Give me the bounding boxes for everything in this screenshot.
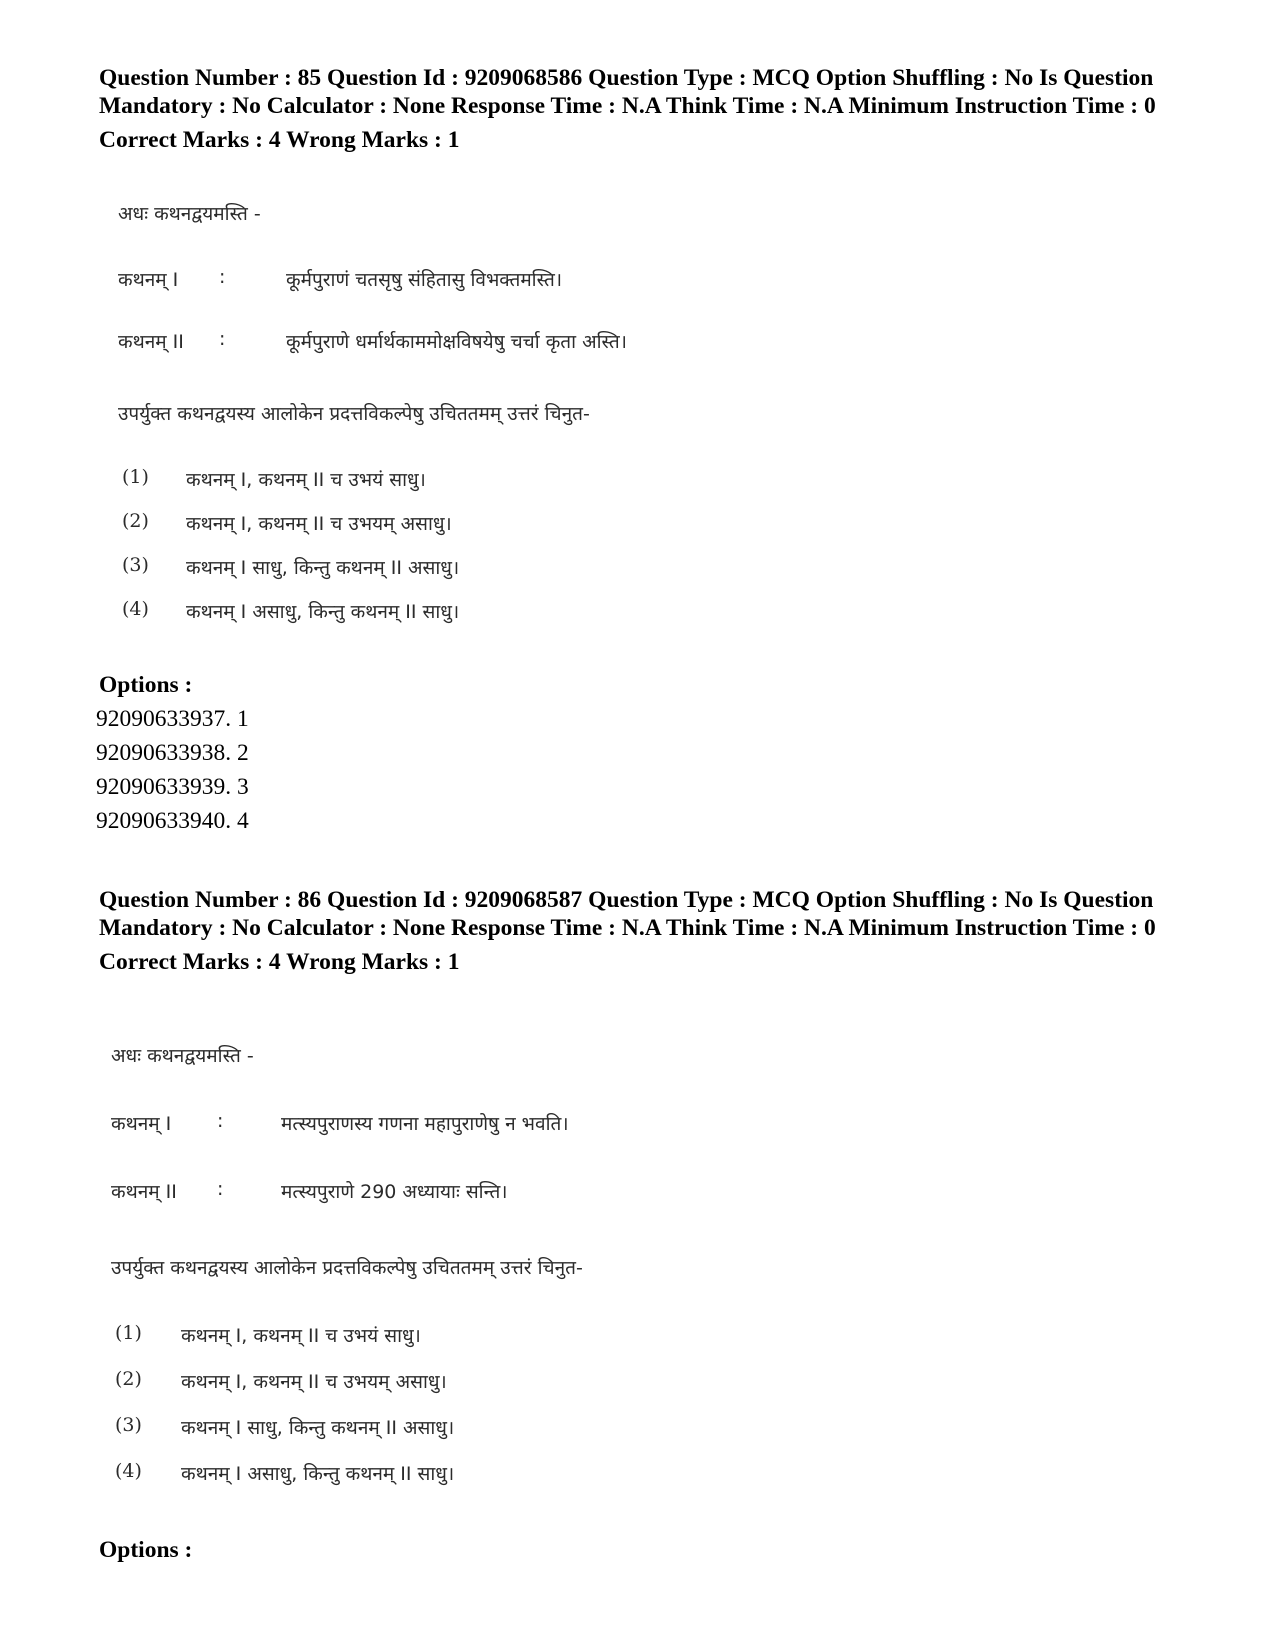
statement-separator: : [219, 266, 226, 288]
choice-text: कथनम् I, कथनम् II च उभयं साधु। [181, 1325, 421, 1347]
choice-number: (3) [115, 1414, 142, 1436]
statement-label: कथनम् II [111, 1181, 177, 1203]
choice-number: (2) [115, 1368, 142, 1390]
question-85-content [118, 200, 818, 640]
option-item: 92090633939. 3 [96, 774, 249, 800]
intro-text: अधः कथनद्वयमस्ति - [111, 1045, 254, 1067]
question-header: Question Number : 85 Question Id : 9209068586 Question Type : MCQ Option Shuffling : No Is Question Mandatory : No Calculator : None Response Time : N.A Think Time : N.A Minimum Instruction Time : 0 [99, 65, 1156, 119]
question-85 [99, 64, 1179, 154]
statement-label: कथनम् II [118, 331, 184, 353]
choice-number: (1) [122, 466, 149, 488]
option-item: 92090633937. 1 [96, 706, 249, 732]
choice-number: (4) [122, 598, 149, 620]
intro-text: अधः कथनद्वयमस्ति - [118, 203, 261, 225]
prompt-text: उपर्युक्त कथनद्वयस्य आलोकेन प्रदत्तविकल्पेषु उचिततमम् उत्तरं चिनुत- [111, 1257, 583, 1279]
choice-number: (2) [122, 510, 149, 532]
statement-separator: : [217, 1178, 224, 1200]
options-label: Options : [99, 1537, 193, 1563]
choice-text: कथनम् I असाधु, किन्तु कथनम् II साधु। [181, 1463, 455, 1485]
statement-separator: : [217, 1110, 224, 1132]
statement-separator: : [219, 328, 226, 350]
statement-text: मत्स्यपुराणस्य गणना महापुराणेषु न भवति। [281, 1113, 569, 1135]
choice-text: कथनम् I असाधु, किन्तु कथनम् II साधु। [186, 601, 460, 623]
option-item: 92090633940. 4 [96, 808, 249, 834]
choice-text: कथनम् I साधु, किन्तु कथनम् II असाधु। [186, 557, 460, 579]
options-list [96, 702, 249, 838]
choice-text: कथनम् I, कथनम् II च उभयं साधु। [186, 469, 426, 491]
statement-text: कूर्मपुराणं चतसृषु संहितासु विभक्तमस्ति। [286, 269, 563, 291]
choice-text: कथनम् I, कथनम् II च उभयम् असाधु। [181, 1371, 447, 1393]
statement-text: मत्स्यपुराणे 290 अध्यायाः सन्ति। [281, 1181, 508, 1203]
options-label: Options : [99, 672, 193, 698]
choice-number: (4) [115, 1460, 142, 1482]
choice-text: कथनम् I, कथनम् II च उभयम् असाधु। [186, 513, 452, 535]
question-marks: Correct Marks : 4 Wrong Marks : 1 [99, 127, 460, 153]
question-86-content [111, 1042, 811, 1492]
statement-label: कथनम् I [111, 1113, 172, 1135]
question-marks: Correct Marks : 4 Wrong Marks : 1 [99, 949, 460, 975]
question-86 [99, 886, 1179, 976]
choice-text: कथनम् I साधु, किन्तु कथनम् II असाधु। [181, 1417, 455, 1439]
statement-label: कथनम् I [118, 269, 179, 291]
prompt-text: उपर्युक्त कथनद्वयस्य आलोकेन प्रदत्तविकल्पेषु उचिततमम् उत्तरं चिनुत- [118, 403, 590, 425]
statement-text: कूर्मपुराणे धर्मार्थकाममोक्षविषयेषु चर्चा कृता अस्ति। [286, 331, 627, 353]
question-header: Question Number : 86 Question Id : 9209068587 Question Type : MCQ Option Shuffling : No Is Question Mandatory : No Calculator : None Response Time : N.A Think Time : N.A Minimum Instruction Time : 0 [99, 887, 1156, 941]
option-item: 92090633938. 2 [96, 740, 249, 766]
choice-number: (1) [115, 1322, 142, 1344]
choice-number: (3) [122, 554, 149, 576]
